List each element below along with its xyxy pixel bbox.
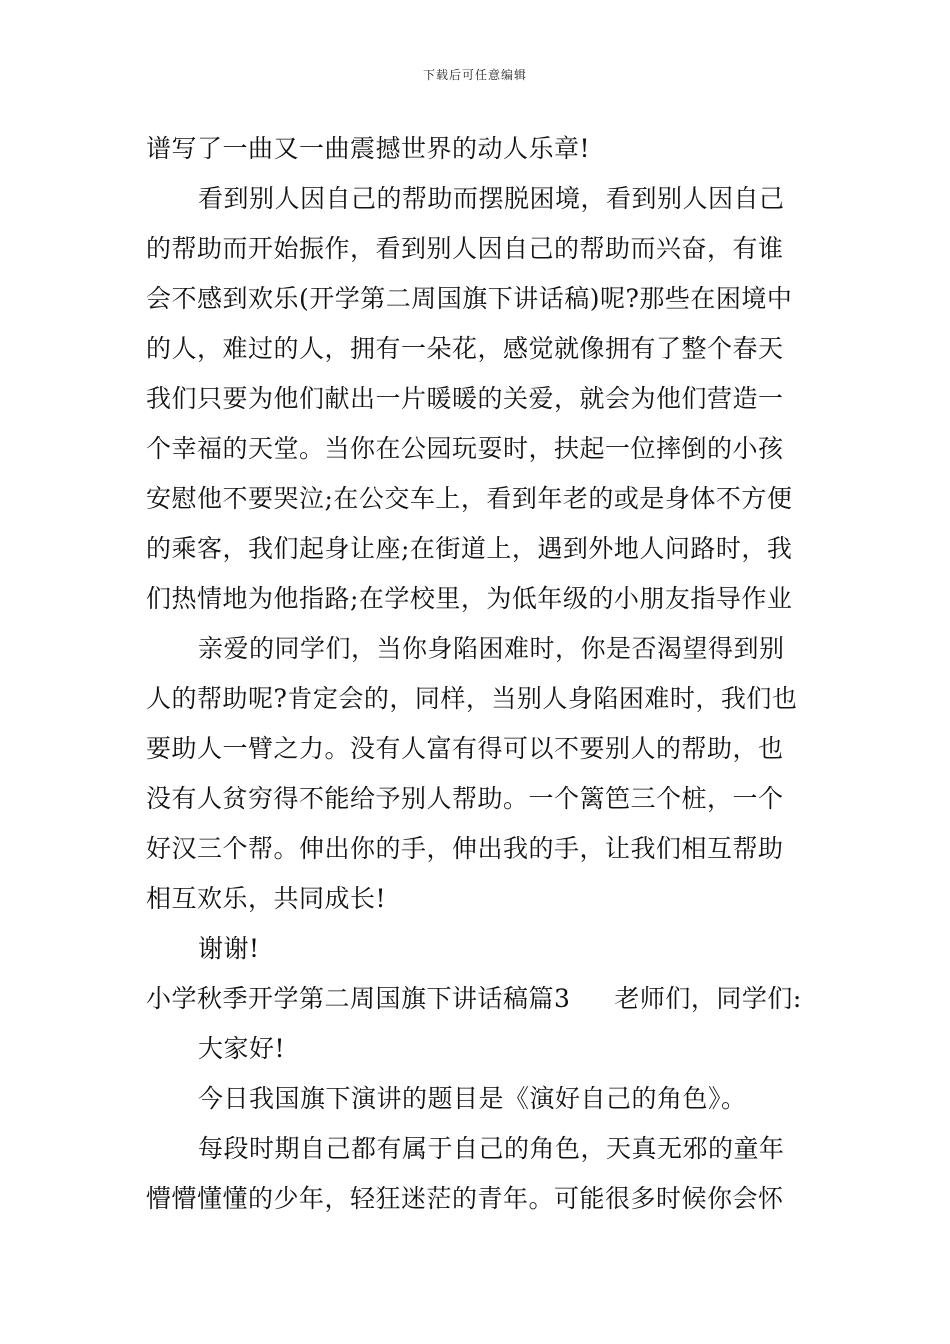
text-line: 我们只要为他们献出一片暖暖的关爱，就会为他们营造一 — [146, 384, 784, 413]
text-line: 的人，难过的人，拥有一朵花，感觉就像拥有了整个春天 — [146, 334, 784, 363]
text-line: 安慰他不要哭泣;在公交车上，看到年老的或是身体不方便 — [146, 484, 793, 513]
section-greeting: 老师们，同学们: — [614, 984, 802, 1013]
page-header: 下载后可任意编辑 — [422, 68, 527, 82]
text-line: 们热情地为他指路;在学校里，为低年级的小朋友指导作业 — [146, 584, 793, 613]
paragraph-start: 今日我国旗下演讲的题目是《演好自己的角色》。 — [198, 1084, 747, 1113]
text-line: 相互欢乐，共同成长! — [146, 884, 387, 913]
text-line: 懵懵懂懂的少年，轻狂迷茫的青年。可能很多时候你会怀 — [146, 1184, 784, 1213]
text-line: 的帮助而开始振作，看到别人因自己的帮助而兴奋，有谁 — [146, 234, 784, 263]
text-line: 的乘客，我们起身让座;在街道上，遇到外地人问路时，我 — [146, 534, 793, 563]
text-line: 会不感到欢乐(开学第二周国旗下讲话稿)呢?那些在困境中 — [146, 284, 793, 313]
document-body — [146, 124, 826, 1224]
section-heading — [146, 974, 826, 1024]
paragraph-start: 每段时期自己都有属于自己的角色，天真无邪的童年 — [198, 1134, 785, 1163]
text-line: 谱写了一曲又一曲震撼世界的动人乐章! — [146, 134, 591, 163]
text-line: 没有人贫穷得不能给予别人帮助。一个篱笆三个桩，一个 — [146, 784, 784, 813]
closing-line: 谢谢! — [198, 934, 260, 963]
text-line: 人的帮助呢?肯定会的，同样，当别人身陷困难时，我们也 — [146, 684, 798, 713]
text-line: 个幸福的天堂。当你在公园玩耍时，扶起一位摔倒的小孩 — [146, 434, 784, 463]
section-title: 小学秋季开学第二周国旗下讲话稿篇3 — [146, 984, 571, 1013]
paragraph-start: 大家好! — [198, 1034, 286, 1063]
text-line: 好汉三个帮。伸出你的手，伸出我的手，让我们相互帮助 — [146, 834, 784, 863]
paragraph-start: 看到别人因自己的帮助而摆脱困境，看到别人因自己 — [198, 184, 785, 213]
paragraph-start: 亲爱的同学们，当你身陷困难时，你是否渴望得到别 — [198, 634, 785, 663]
text-line: 要助人一臂之力。没有人富有得可以不要别人的帮助，也 — [146, 734, 784, 763]
